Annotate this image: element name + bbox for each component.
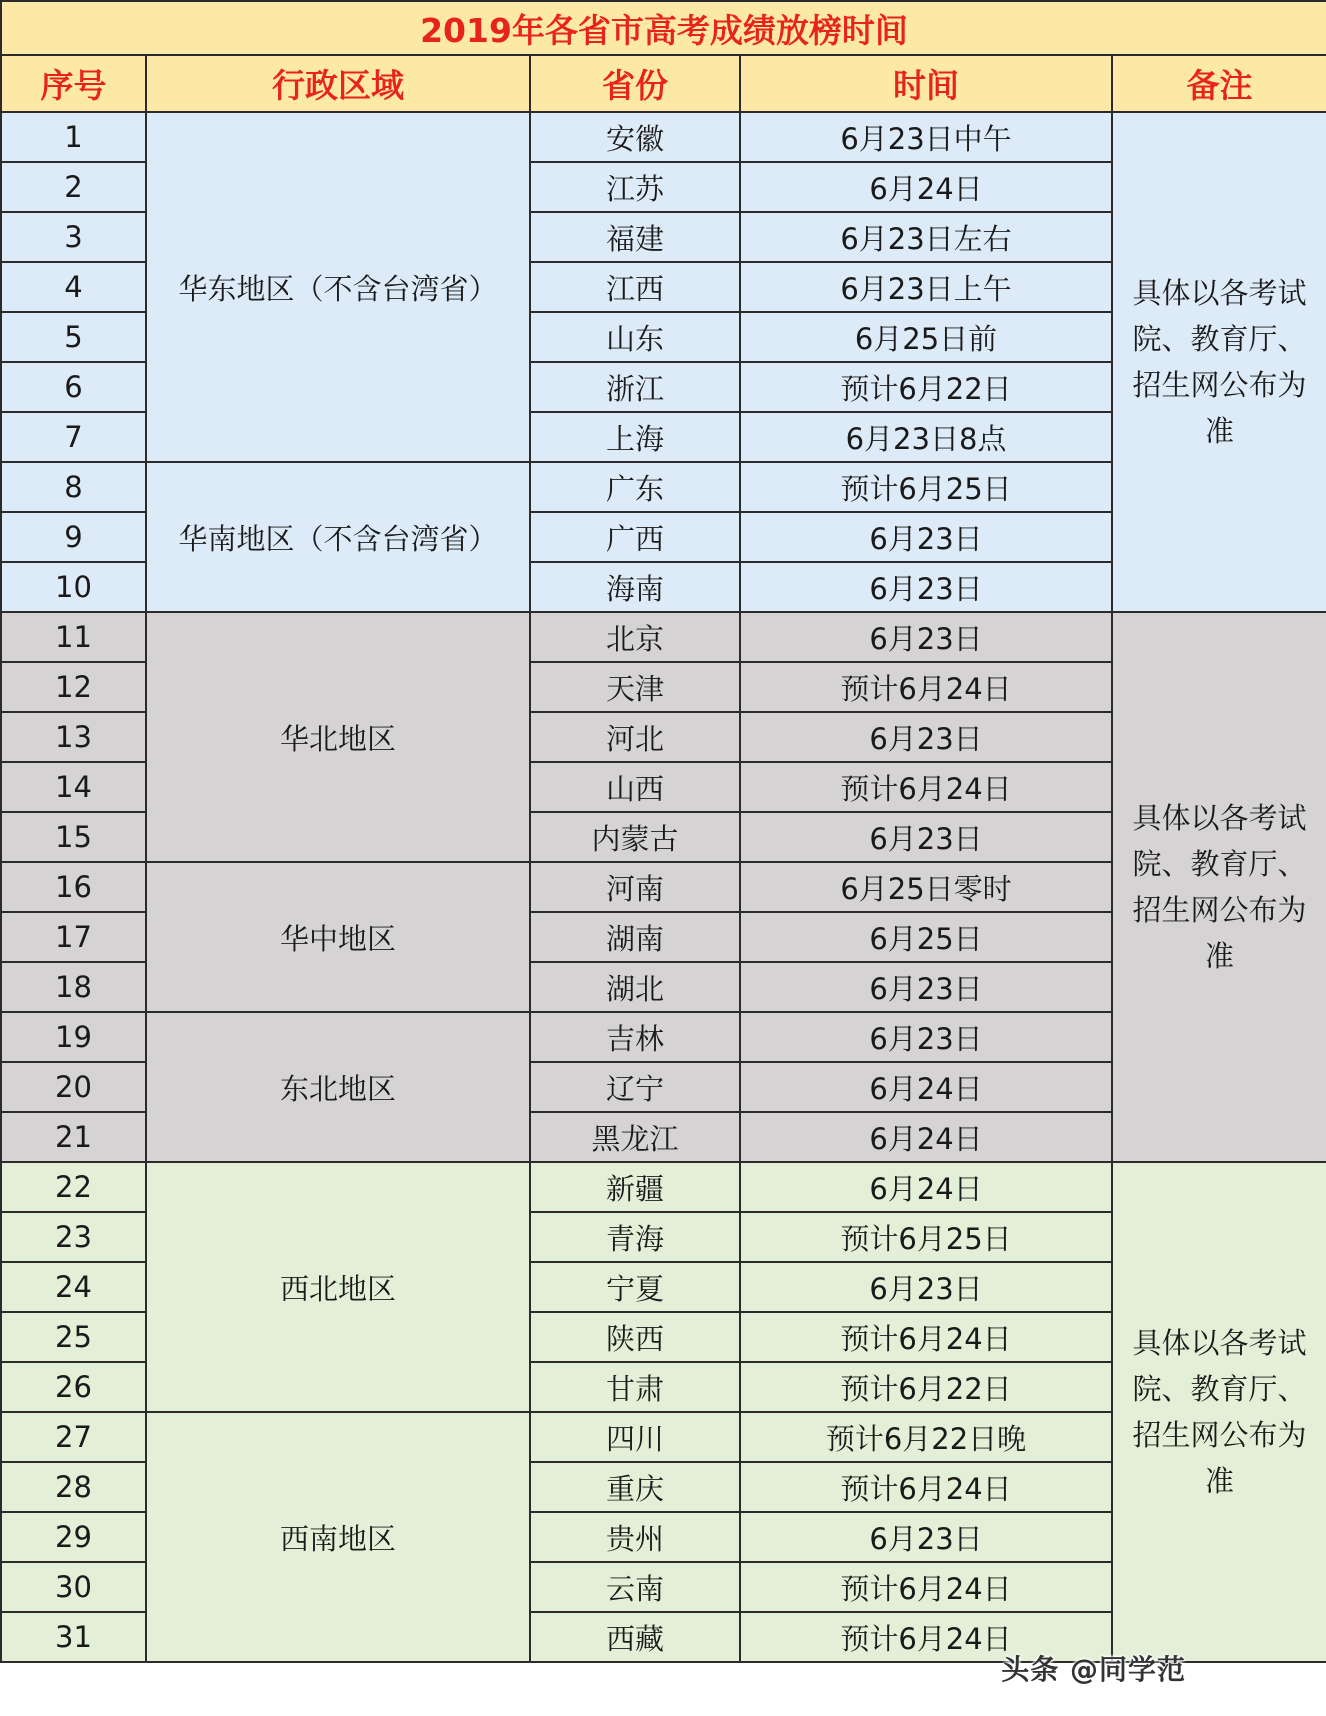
release-time: 6月23日中午 [740, 112, 1112, 162]
header-note: 备注 [1112, 55, 1326, 112]
row-number: 4 [1, 262, 146, 312]
header-time: 时间 [740, 55, 1112, 112]
province-name: 重庆 [530, 1462, 740, 1512]
province-name: 云南 [530, 1562, 740, 1612]
note-text: 具体以各考试院、教育厅、招生网公布为准 [1112, 612, 1326, 1162]
note-text: 具体以各考试院、教育厅、招生网公布为准 [1112, 1162, 1326, 1662]
row-number: 18 [1, 962, 146, 1012]
table-row [1, 112, 1326, 162]
release-time: 6月23日 [740, 812, 1112, 862]
province-name: 海南 [530, 562, 740, 612]
province-name: 宁夏 [530, 1262, 740, 1312]
header-province: 省份 [530, 55, 740, 112]
province-name: 河北 [530, 712, 740, 762]
release-time: 6月24日 [740, 1062, 1112, 1112]
row-number: 6 [1, 362, 146, 412]
region-name: 东北地区 [146, 1012, 530, 1162]
province-name: 吉林 [530, 1012, 740, 1062]
header-region: 行政区域 [146, 55, 530, 112]
province-name: 山东 [530, 312, 740, 362]
release-time: 6月23日 [740, 1262, 1112, 1312]
province-name: 江苏 [530, 162, 740, 212]
province-name: 河南 [530, 862, 740, 912]
release-time: 6月23日左右 [740, 212, 1112, 262]
row-number: 26 [1, 1362, 146, 1412]
release-time: 预计6月24日 [740, 1312, 1112, 1362]
row-number: 25 [1, 1312, 146, 1362]
region-name: 西南地区 [146, 1412, 530, 1662]
region-name: 华南地区（不含台湾省） [146, 462, 530, 612]
release-time: 6月25日前 [740, 312, 1112, 362]
province-name: 陕西 [530, 1312, 740, 1362]
row-number: 8 [1, 462, 146, 512]
row-number: 31 [1, 1612, 146, 1662]
region-name: 华东地区（不含台湾省） [146, 112, 530, 462]
release-time: 预计6月24日 [740, 762, 1112, 812]
province-name: 安徽 [530, 112, 740, 162]
row-number: 21 [1, 1112, 146, 1162]
release-time: 6月23日8点 [740, 412, 1112, 462]
province-name: 青海 [530, 1212, 740, 1262]
row-number: 16 [1, 862, 146, 912]
row-number: 1 [1, 112, 146, 162]
release-time: 预计6月22日 [740, 1362, 1112, 1412]
province-name: 四川 [530, 1412, 740, 1462]
province-name: 广西 [530, 512, 740, 562]
table-row [1, 612, 1326, 662]
release-time: 预计6月24日 [740, 1562, 1112, 1612]
release-time: 6月23日 [740, 612, 1112, 662]
row-number: 22 [1, 1162, 146, 1212]
row-number: 10 [1, 562, 146, 612]
watermark: 头条 @同学范 [1001, 1653, 1186, 1686]
release-time: 6月23日上午 [740, 262, 1112, 312]
region-name: 西北地区 [146, 1162, 530, 1412]
province-name: 山西 [530, 762, 740, 812]
row-number: 27 [1, 1412, 146, 1462]
table-body [1, 112, 1326, 1662]
row-number: 2 [1, 162, 146, 212]
release-time: 预计6月24日 [740, 1612, 1112, 1662]
province-name: 贵州 [530, 1512, 740, 1562]
row-number: 28 [1, 1462, 146, 1512]
release-time: 6月24日 [740, 1112, 1112, 1162]
row-number: 15 [1, 812, 146, 862]
release-time: 6月24日 [740, 162, 1112, 212]
table-row [1, 1162, 1326, 1212]
row-number: 5 [1, 312, 146, 362]
row-number: 9 [1, 512, 146, 562]
release-time: 6月23日 [740, 1512, 1112, 1562]
row-number: 29 [1, 1512, 146, 1562]
note-text: 具体以各考试院、教育厅、招生网公布为准 [1112, 112, 1326, 612]
release-time: 6月25日 [740, 912, 1112, 962]
province-name: 辽宁 [530, 1062, 740, 1112]
release-time: 6月23日 [740, 512, 1112, 562]
row-number: 3 [1, 212, 146, 262]
province-name: 黑龙江 [530, 1112, 740, 1162]
province-name: 上海 [530, 412, 740, 462]
release-time: 预计6月25日 [740, 462, 1112, 512]
release-time: 预计6月22日 [740, 362, 1112, 412]
province-name: 广东 [530, 462, 740, 512]
row-number: 7 [1, 412, 146, 462]
release-time: 6月23日 [740, 1012, 1112, 1062]
release-time: 预计6月24日 [740, 662, 1112, 712]
row-number: 19 [1, 1012, 146, 1062]
row-number: 14 [1, 762, 146, 812]
release-time: 6月23日 [740, 562, 1112, 612]
province-name: 浙江 [530, 362, 740, 412]
province-name: 甘肃 [530, 1362, 740, 1412]
province-name: 湖北 [530, 962, 740, 1012]
province-name: 天津 [530, 662, 740, 712]
release-time: 预计6月22日晚 [740, 1412, 1112, 1462]
release-time: 6月24日 [740, 1162, 1112, 1212]
row-number: 13 [1, 712, 146, 762]
release-time: 预计6月25日 [740, 1212, 1112, 1262]
province-name: 北京 [530, 612, 740, 662]
release-time: 预计6月24日 [740, 1462, 1112, 1512]
province-name: 江西 [530, 262, 740, 312]
row-number: 12 [1, 662, 146, 712]
table-title: 2019年各省市高考成绩放榜时间 [1, 1, 1326, 55]
row-number: 23 [1, 1212, 146, 1262]
province-name: 西藏 [530, 1612, 740, 1662]
province-name: 内蒙古 [530, 812, 740, 862]
province-name: 湖南 [530, 912, 740, 962]
row-number: 24 [1, 1262, 146, 1312]
release-time: 6月23日 [740, 712, 1112, 762]
row-number: 11 [1, 612, 146, 662]
region-name: 华中地区 [146, 862, 530, 1012]
region-name: 华北地区 [146, 612, 530, 862]
release-time: 6月23日 [740, 962, 1112, 1012]
release-time: 6月25日零时 [740, 862, 1112, 912]
province-name: 新疆 [530, 1162, 740, 1212]
row-number: 30 [1, 1562, 146, 1612]
header-number: 序号 [1, 55, 146, 112]
province-name: 福建 [530, 212, 740, 262]
row-number: 20 [1, 1062, 146, 1112]
row-number: 17 [1, 912, 146, 962]
